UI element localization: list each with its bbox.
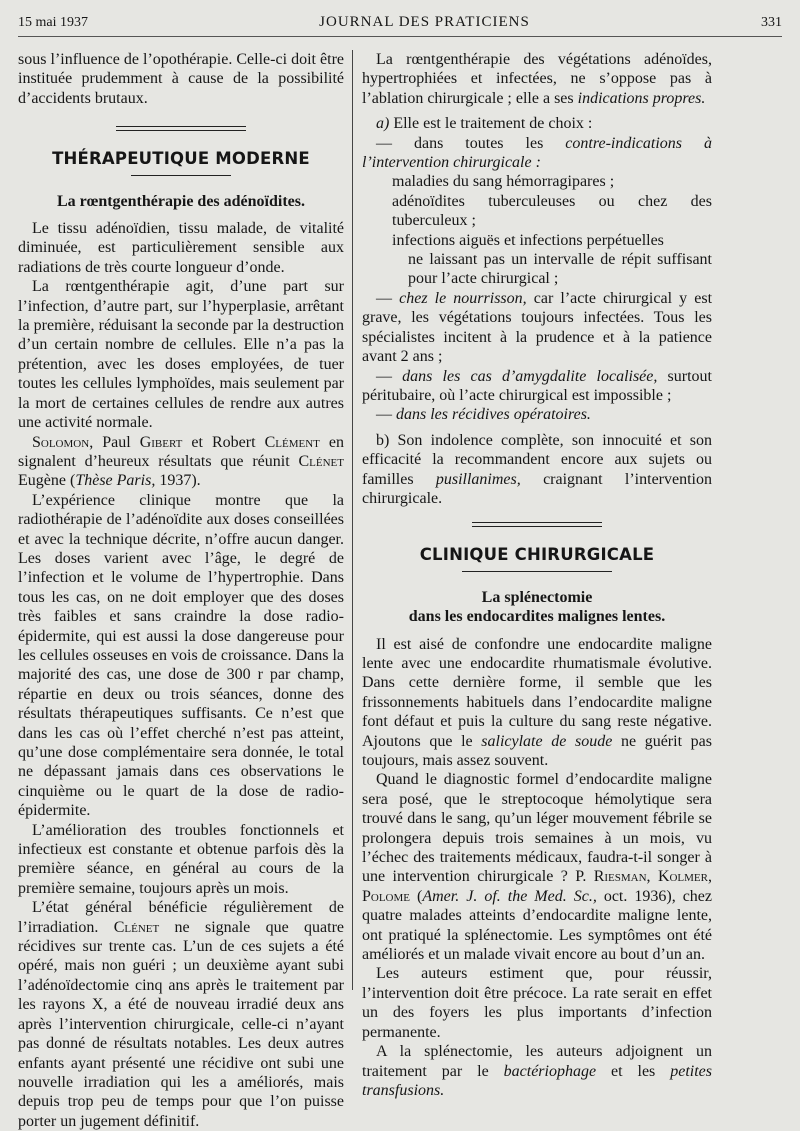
section-separator [472,522,602,527]
text-run: , Paul [89,433,140,451]
author-name: Polome [362,887,411,905]
emphasis: dans les cas d’amygdalite localisée, [402,367,658,385]
text-run: — dans toutes les [376,134,566,152]
emphasis: contre-indications à l’intervention chirurgicale : [362,134,713,172]
section-title-rule [462,571,612,572]
text-run: en signalent d’heureux résultats que réunit [18,433,344,470]
author-name: Clénet [298,452,344,470]
emphasis: petites transfusions. [362,1062,712,1099]
text-run: Elle est le traitement de choix : [389,115,593,133]
dash-item [362,134,712,173]
text-run: Quand le diagnostic formel d’endocardite maligne sera posé, que le streptocoque hémolytique sera trouvé dans le sang, qu’un léger mouvement fébrile se prolongera depuis trois semaines à un mois, vu l’échec des traitements médicaux, faudra-t-il songer à une intervention chirurgicale ? P. [362,771,712,886]
text-run: b) Son indolence complète, son innocuité et son efficacité la recommandent encore aux sujets ou familles [362,431,712,488]
header-journal-title: JOURNAL DES PRATICIENS [319,14,530,30]
paragraph [362,114,712,133]
text-run: La rœntgenthérapie des végétations adénoïdes, hypertrophiées et infectées, ne s’oppose pas à l’ablation chirurgicale ; elle a ses [362,51,712,107]
text-run: L’état général bénéficie régulièrement de l’irradiation. [18,899,344,936]
text-run: ne signale que quatre récidives sur trente cas. L’un de ces sujets a été opéré, mais non guéri ; un deuxième ayant subi l’adénoïdectomie cinq ans après le traitement par les rayons X, a été de nouveau irradié deux ans après l’intervention chirurgicale, celle-ci n’ayant pas donné de résultats notables. Les deux autres enfants ayant présenté une récidive ont subi une nouvelle irradiation qui les a améliorés, mais depuis trop peu de temps pour que l’on puisse porter un jugement définitif. [18,918,344,1130]
section-title-clinique: CLINIQUE CHIRURGICALE [419,545,655,565]
citation: Amer. J. of. the Med. Sc., [422,887,597,905]
emphasis: dans les récidives opératoires. [396,406,591,424]
author-name: Riesman [593,868,647,886]
emphasis: chez le nourrisson, [399,289,527,307]
text-run: — [376,406,396,424]
author-name: Solomon [32,433,90,451]
paragraph [362,50,712,108]
text-run: — [376,289,400,307]
list-item: maladies du sang hémorragipares ; [392,173,615,191]
author-name: Clénet [113,918,160,936]
text-run: car l’acte chirurgical y est grave, les végétations toujours infectées. Tous les spécialistes incitent à la prudence et à la patience avant 2 ans ; [362,289,713,366]
section-title-rule [131,175,231,176]
text-run: surtout péritubaire, où l’acte chirurgical est impossible ; [362,367,712,404]
text-run: — [376,367,403,385]
dash-item [362,289,712,367]
text-run: Eugène ( [18,472,76,490]
dash-item [362,405,712,424]
article-title-line-1: La splénectomie [481,588,593,606]
article-title-splenectomie [362,588,712,627]
article-title-line-2: dans les endocardites malignes lentes. [408,608,666,626]
running-header [18,14,782,36]
emphasis: indications propres. [577,89,706,107]
list-label: a) [376,115,390,133]
text-run: 1937). [155,472,201,490]
text-run: A la splénectomie, les auteurs adjoignent un traitement par le [362,1043,712,1080]
article-title-roentgen: La rœntgenthérapie des adénoïdites. [57,192,305,210]
paragraph: Les auteurs estiment que, pour réussir, l’intervention doit être précoce. La rate serait en effet un des foyers les plus importants d’infection permanente. [362,965,712,1041]
paragraph: La rœntgenthérapie agit, d’une part sur l’infection, d’autre part, sur l’hyperplasie, arrêtant la première, réduisant la seconde par la destruction d’un certain nombre de cellules. Elle n’a pas la prétention, avec les doses employées, de tuer toutes les cellules lymphoïdes, mais seulement par la mort de certaines cellules de rendre aux autres une activité normale. [18,278,344,432]
author-name: Kolmer [657,868,708,886]
section-separator [116,126,246,131]
emphasis: pusillanimes, [435,470,521,488]
text-run: et les [596,1062,671,1080]
text-run: Il est aisé de confondre une endocardite maligne lente avec une endocardite rhumatismale évolutive. Dans cette dernière forme, il semble que les frissonnements habituels dans l’endocardite maligne font défaut et puis la culture du sang reste négative. Ajoutons que le [362,635,712,750]
paragraph: Le tissu adénoïdien, tissu malade, de vitalité diminuée, est particulièrement sensible aux radiations de très courte longueur d’onde. [18,220,344,276]
dash-item [362,367,712,406]
paragraph [18,433,344,491]
right-column [362,50,712,1100]
text-run: , [646,868,658,886]
paragraph [362,635,712,771]
header-page-number: 331 [760,15,782,30]
list-item-continuation: ne laissant pas un intervalle de répit suffisant pour l’acte chirurgical ; [408,251,712,288]
left-column [18,50,344,1131]
paragraph [362,1042,712,1100]
paragraph: L’expérience clinique montre que la radiothérapie de l’adénoïdite aux doses conseillées et avec la technique décrite, n’offre aucun danger. Les doses varient avec l’âge, le degré de l’infection et le volume de l’hypertrophie. Dans tous les cas, on ne doit employer que des doses très faibles et sans craindre la dose radio-épidermite, qui est aussi la dose dangereuse pour les cellules osseuses en vois de croissance. Dans la majorité des cas, une dose de 300 r par champ, répartie en deux ou trois séances, donne des résultats thérapeutiques suffisants. Ce n’est que dans les cas où l’effet cherché n’est pas atteint, qu’une dose complémentaire sera donnée, le total ne dépassant jamais dans ces observations le cinquième ou le quart de la dose de radio-épidermite. [18,491,344,820]
emphasis: salicylate de soude [481,732,613,750]
paragraph [362,770,712,964]
left-intro-paragraph: sous l’influence de l’opothérapie. Celle-ci doit être instituée prudemment à cause de la possibilité d’accidents brutaux. [18,51,344,107]
header-rule [18,36,782,37]
paragraph [362,431,712,509]
author-name: Clément [264,433,320,451]
text-run: ( [410,887,423,905]
text-run: craignant l’intervention chirurgicale. [362,470,712,507]
citation: Thèse Paris, [75,472,156,490]
list-item: infections aiguës et infections perpétuelles [392,231,664,249]
header-date: 15 mai 1937 [18,15,88,30]
paragraph [18,898,344,1131]
column-divider [352,50,353,990]
author-name: Gibert [139,433,183,451]
section-title-therapeutique: THÉRAPEUTIQUE MODERNE [52,149,310,169]
text-run: et Robert [182,433,265,451]
text-run: , [708,868,712,886]
paragraph: L’amélioration des troubles fonctionnels et infectieux est constante et obtenue parfois dès la première séance, en général au cours de la première semaine, toujours après un mois. [18,821,344,897]
text-run: ne guérit pas toujours, mais assez souvent. [362,732,713,769]
emphasis: bactériophage [503,1062,597,1080]
text-run: oct. 1936), chez quatre malades atteints d’endocardite maligne lente, ont pratiqué la splénectomie. Les symptômes ont été améliorés et un malade vivait encore au bout d’un an. [362,887,712,964]
list-item: adénoïdites tuberculeuses ou chez des tuberculeux ; [392,192,712,230]
